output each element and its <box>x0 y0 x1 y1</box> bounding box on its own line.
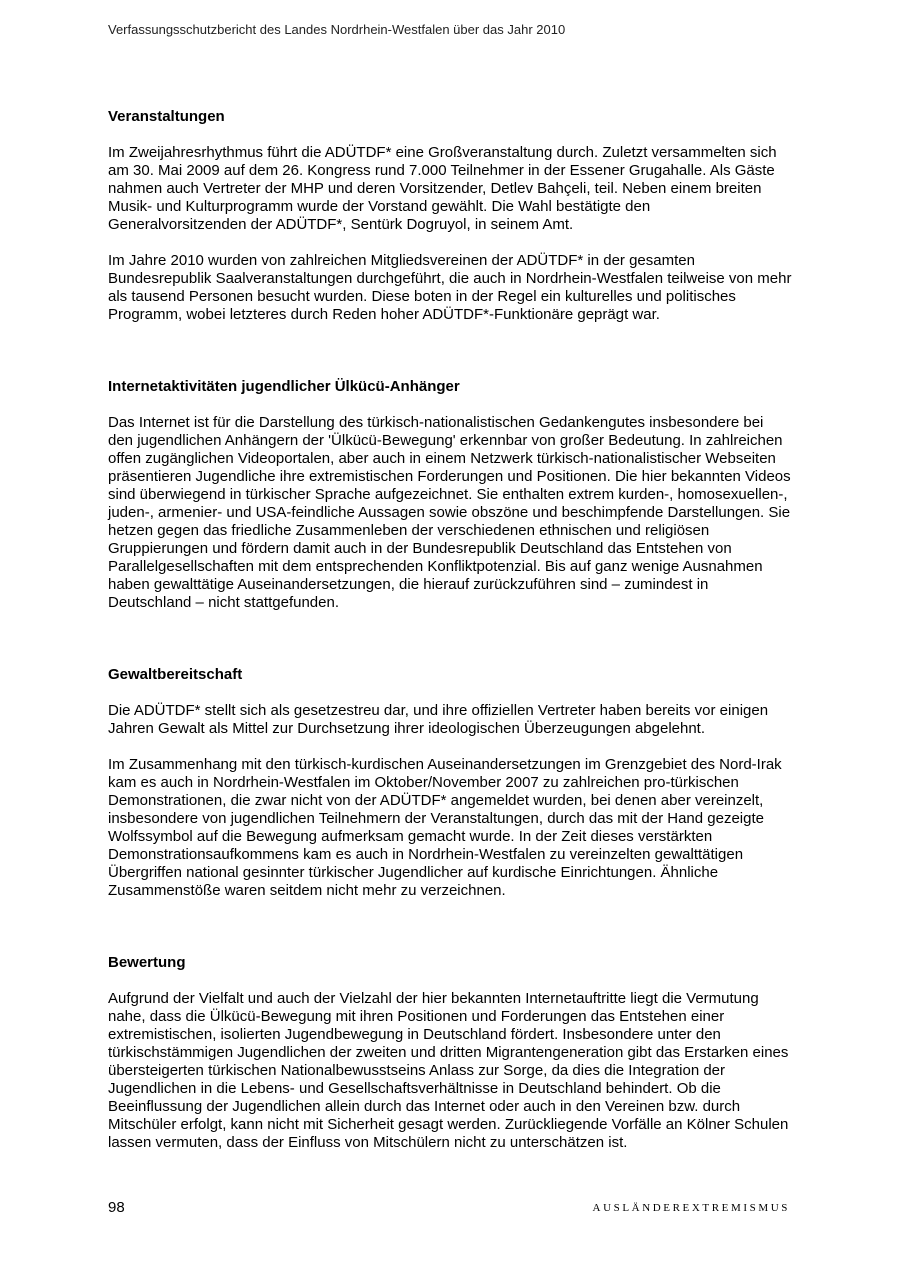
section-heading: Bewertung <box>108 954 186 971</box>
section-gewaltbereitschaft <box>108 666 792 900</box>
section-heading: Veranstaltungen <box>108 108 225 125</box>
running-header: Verfassungsschutzbericht des Landes Nordrhein-Westfalen über das Jahr 2010 <box>108 22 566 37</box>
section-veranstaltungen <box>108 108 792 324</box>
section-heading: Internetaktivitäten jugendlicher Ülkücü-Anhänger <box>108 378 460 395</box>
page-body <box>108 108 792 1170</box>
paragraph: Im Zusammenhang mit den türkisch-kurdischen Auseinandersetzungen im Grenzgebiet des Nord-Irak kam es auch in Nordrhein-Westfalen im Oktober/November 2007 zu zahlreichen pro-türkischen Demonstrationen, die zwar nicht von der ADÜTDF* angemeldet wurden, bei denen aber vereinzelt, insbesondere von jugendlichen Teilnehmern der Veranstaltungen, durch das mit der Hand gezeigte Wolfssymbol auf die Bewegung aufmerksam gemacht wurde. In der Zeit dieses verstärkten Demonstrationsaufkommens kam es auch in Nordrhein-Westfalen zu vereinzelten gewalttätigen Übergriffen national gesinnter türkischer Jugendlicher auf kurdische Einrichtungen. Ähnliche Zusammenstöße waren seitdem nicht mehr zu verzeichnen. <box>108 756 782 899</box>
section-internetaktivitaeten <box>108 378 792 612</box>
paragraph: Die ADÜTDF* stellt sich als gesetzestreu dar, und ihre offiziellen Vertreter haben bereits vor einigen Jahren Gewalt als Mittel zur Durchsetzung ihrer ideologischen Überzeugungen abgelehnt. <box>108 702 769 737</box>
paragraph: Aufgrund der Vielfalt und auch der Vielzahl der hier bekannten Internetauftritte liegt die Vermutung nahe, dass die Ülkücü-Bewegung mit ihren Positionen und Forderungen das Entstehen einer extremistischen, isolierten Jugendbewegung in Deutschland fördert. Insbesondere unter den türkischstämmigen Jugendlichen der zweiten und dritten Migrantengeneration gibt das Erstarken eines übersteigerten türkischen Nationalbewusstseins Anlass zur Sorge, da dies die Integration der Jugendlichen in die Lebens- und Gesellschaftsverhältnisse in Deutschland behindert. Ob die Beeinflussung der Jugendlichen allein durch das Internet oder auch in den Vereinen bzw. durch Mitschüler erfolgt, kann nicht mit Sicherheit gesagt werden. Zurückliegende Vorfälle an Kölner Schulen lassen vermuten, dass der Einfluss von Mitschülern nicht zu unterschätzen ist. <box>108 990 789 1151</box>
section-bewertung <box>108 954 792 1152</box>
paragraph: Das Internet ist für die Darstellung des türkisch-nationalistischen Gedankengutes insbesondere bei den jugendlichen Anhängern der 'Ülkücü-Bewegung' erkennbar von großer Bedeutung. In zahlreichen offen zugänglichen Videoportalen, aber auch in einem Netzwerk türkisch-nationalistischer Webseiten präsentieren Jugendliche ihre extremistischen Forderungen und Positionen. Die hier bekannten Videos sind überwiegend in türkischer Sprache aufgezeichnet. Sie enthalten extrem kurden-, homosexuellen-, juden-, armenier- und USA-feindliche Aussagen sowie obszöne und beschimpfende Darstellungen. Sie hetzen gegen das friedliche Zusammenleben der verschiedenen ethnischen und religiösen Gruppierungen und fördern damit auch in der Bundesrepublik Deutschland das Entstehen von Parallelgesellschaften mit dem entsprechenden Konfliktpotenzial. Bis auf ganz wenige Ausnahmen haben gewalttätige Auseinandersetzungen, die hierauf zurückzuführen sind – zumindest in Deutschland – nicht stattgefunden. <box>108 414 791 611</box>
page-number: 98 <box>108 1199 125 1216</box>
paragraph: Im Zweijahresrhythmus führt die ADÜTDF* eine Großveranstaltung durch. Zuletzt versammelten sich am 30. Mai 2009 auf dem 26. Kongress rund 7.000 Teilnehmer in der Essener Grugahalle. Als Gäste nahmen auch Vertreter der MHP und deren Vorsitzender, Detlev Bahçeli, teil. Neben einem breiten Musik- und Kulturprogramm wurde der Vorstand gewählt. Die Wahl bestätigte den Generalvorsitzenden der ADÜTDF*, Sentürk Dogruyol, in seinem Amt. <box>108 144 777 233</box>
section-heading: Gewaltbereitschaft <box>108 666 243 683</box>
chapter-name: AUSLÄNDEREXTREMISMUS <box>592 1202 790 1214</box>
paragraph: Im Jahre 2010 wurden von zahlreichen Mitgliedsvereinen der ADÜTDF* in der gesamten Bundesrepublik Saalveranstaltungen durchgeführt, die auch in Nordrhein-Westfalen teilweise von mehr als tausend Personen besucht wurden. Diese boten in der Regel ein kulturelles und politisches Programm, wobei letzteres durch Reden hoher ADÜTDF*-Funktionäre geprägt war. <box>108 252 792 323</box>
